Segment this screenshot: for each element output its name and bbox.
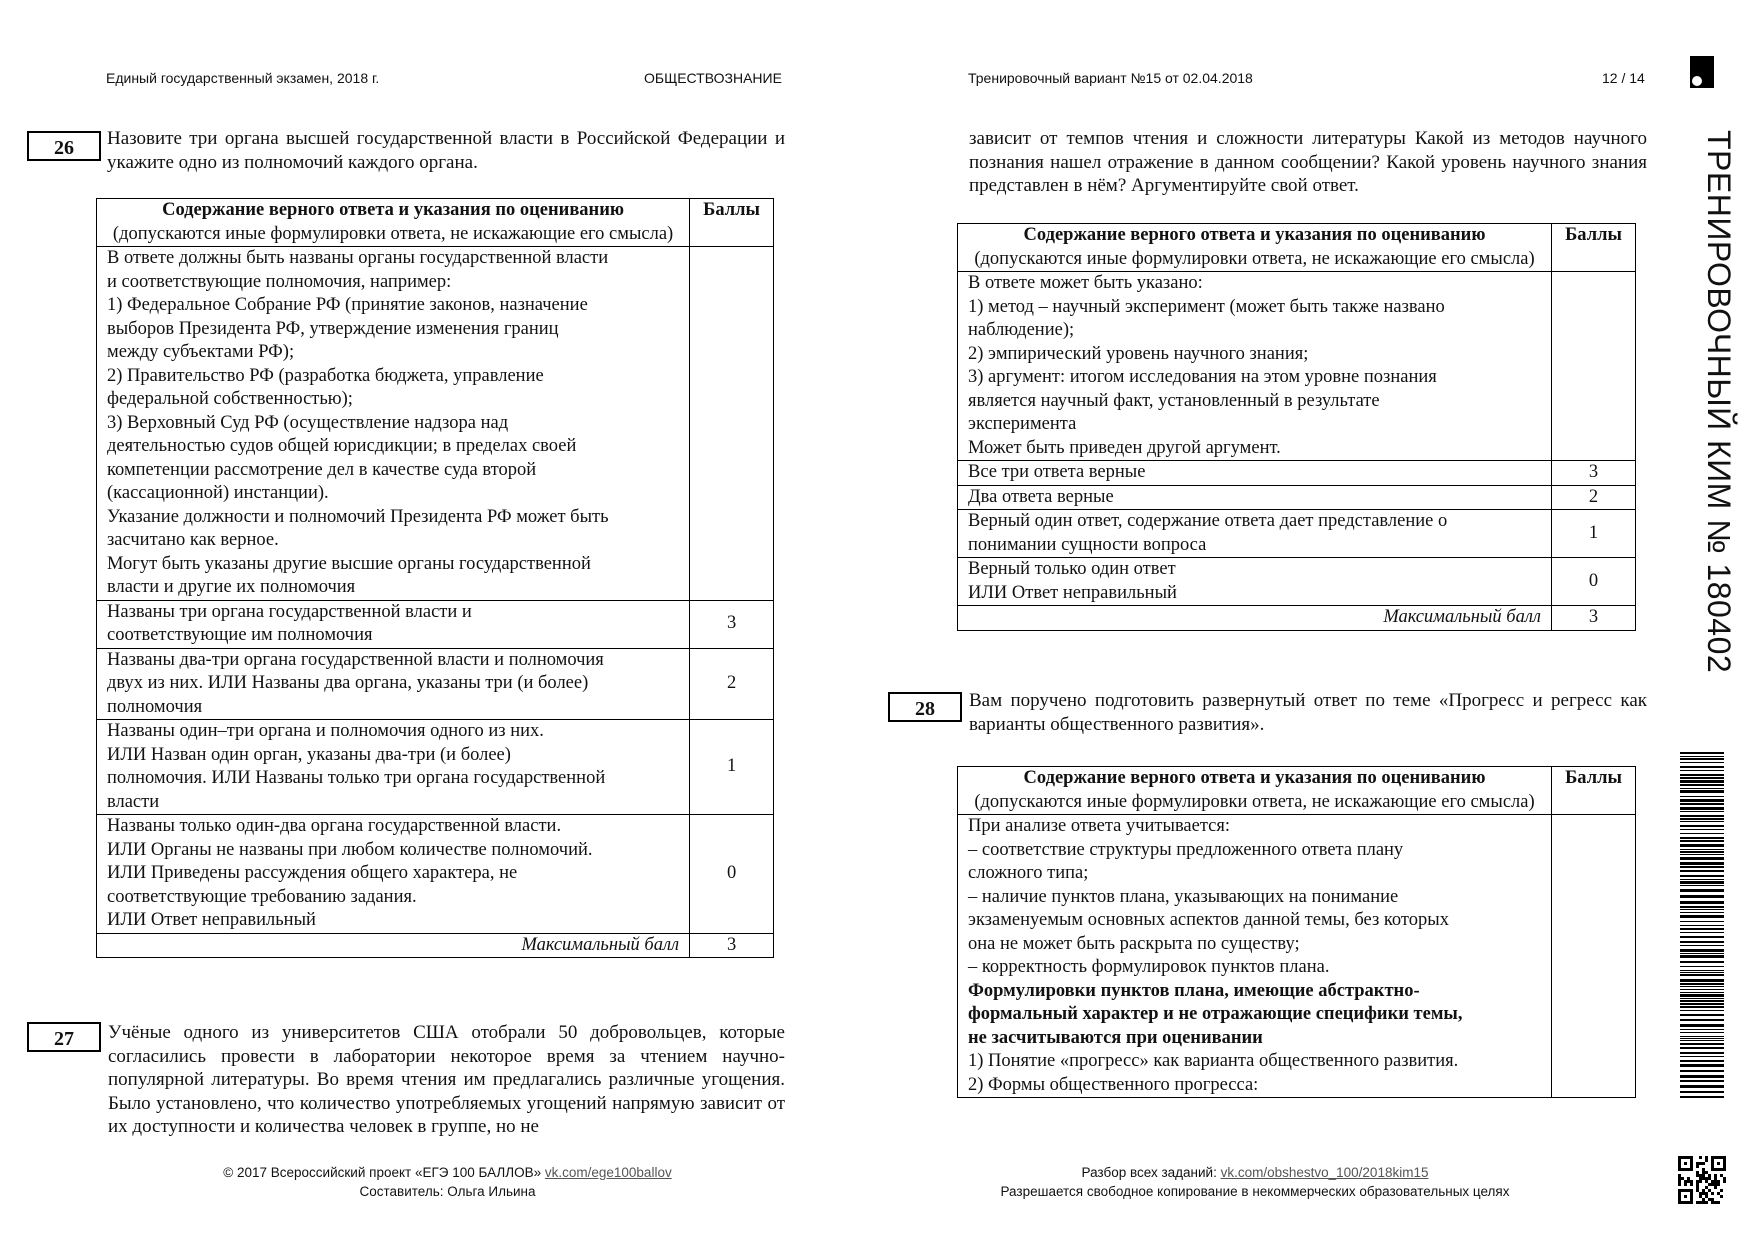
header-exam-title: Единый государственный экзамен, 2018 г. [106, 70, 380, 86]
qr-code-icon [1678, 1156, 1726, 1204]
points-value: 3 [690, 600, 774, 648]
header-variant: Тренировочный вариант №15 от 02.04.2018 [968, 70, 1253, 86]
q28-answer-table [957, 766, 1636, 1098]
q27-answer-table [957, 223, 1636, 631]
table-row: Названы один–три органа и полномочия одного из них. ИЛИ Назван один орган, указаны два-три (и более) полномочия. ИЛИ Названы только три органа государственной власти 1 [97, 720, 774, 815]
points-value: 0 [1552, 558, 1636, 606]
max-score-label: Максимальный балл [958, 606, 1552, 631]
footer-copy-note: Разрешается свободное копирование в некоммерческих образовательных целях [1000, 1184, 1510, 1199]
max-score-value: 3 [1552, 606, 1636, 631]
table-header-content: Содержание верного ответа и указания по оцениванию (допускаются иные формулировки ответа, не искажающие его смысла) [958, 767, 1552, 815]
table-row: Все три ответа верные 3 [958, 461, 1636, 486]
max-score-row [958, 606, 1636, 631]
q26-answer-table [96, 198, 774, 958]
q26-content-cell: В ответе должны быть названы органы государственной власти и соответствующие полномочия, например: 1) Федеральное Собрание РФ (принятие законов, назначение выборов Президента РФ, утверждение изменения границ между субъектами РФ); 2) Правительство РФ (разработка бюджета, управление федеральной собственностью); 3) Верховный Суд РФ (осуществление надзора над деятельностью судов общей юрисдикции; в пределах своей компетенции рассмотрение дел в качестве суда второй (кассационной) инстанции). Указание должности и полномочий Президента РФ может быть засчитано как верное. Могут быть указаны другие высшие органы государственной власти и другие их полномочия [97, 247, 690, 601]
barcode-icon [1680, 752, 1724, 1100]
points-value: 1 [1552, 510, 1636, 558]
question-26-text: Назовите три органа высшей государственной власти в Российской Федерации и укажите одно из полномочий каждого органа. [107, 128, 785, 173]
table-row: Верный один ответ, содержание ответа дает представление о понимании сущности вопроса 1 [958, 510, 1636, 558]
footer-author: Составитель: Ольга Ильина [359, 1184, 536, 1199]
table-header-content: Содержание верного ответа и указания по оцениванию (допускаются иные формулировки ответа, не искажающие его смысла) [958, 224, 1552, 272]
question-28-number: 28 [888, 692, 962, 722]
header-page-number: 12 / 14 [1602, 70, 1645, 86]
table-row: Названы только один-два органа государственной власти. ИЛИ Органы не названы при любом количестве полномочий. ИЛИ Приведены рассуждения общего характера, не соответствующие требованию задания. ИЛИ Ответ неправильный 0 [97, 815, 774, 934]
table-header-content: Содержание верного ответа и указания по оцениванию (допускаются иные формулировки ответа, не искажающие его смысла) [97, 199, 690, 247]
question-27-number: 27 [27, 1022, 101, 1052]
header-subject: ОБЩЕСТВОЗНАНИЕ [644, 70, 782, 86]
footer-left-line1: © 2017 Всероссийский проект «ЕГЭ 100 БАЛЛОВ» vk.com/ege100ballov [223, 1165, 672, 1180]
q28-content-cell: При анализе ответа учитывается: – соответствие структуры предложенного ответа плану сложного типа; – наличие пунктов плана, указывающих на понимание экзаменуемым основных аспектов данной темы, без которых она не может быть раскрыта по существу; – корректность формулировок пунктов плана. Формулировки пунктов плана, имеющие абстрактно- формальный характер и не отражающие специфики темы, не засчитываются при оценивании 1) Понятие «прогресс» как варианта общественного развития. 2) Формы общественного прогресса: [958, 815, 1552, 1098]
points-value: 0 [690, 815, 774, 934]
points-value: 3 [1552, 461, 1636, 486]
max-score-value: 3 [690, 933, 774, 958]
points-value: 1 [690, 720, 774, 815]
table-header-points: Баллы [1552, 224, 1636, 272]
footer-vk-link[interactable]: vk.com/ege100ballov [544, 1165, 672, 1180]
table-row: Названы два-три органа государственной власти и полномочия двух из них. ИЛИ Названы два органа, указаны три (и более) полномочия 2 [97, 648, 774, 720]
footer-analysis-link[interactable]: vk.com/obshestvo_100/2018kim15 [1220, 1165, 1429, 1180]
table-row: Названы три органа государственной власти и соответствующие им полномочия 3 [97, 600, 774, 648]
question-27-text-right: зависит от темпов чтения и сложности литературы Какой из методов научного познания нашел отражение в данном сообщении? Какой уровень научного знания представлен в нём? Аргументируйте свой ответ. [969, 128, 1647, 196]
q27-content-cell: В ответе может быть указано: 1) метод – научный эксперимент (может быть также названо наблюдение); 2) эмпирический уровень научного знания; 3) аргумент: итогом исследования на этом уровне познания является научный факт, установленный в результате эксперимента Может быть приведен другой аргумент. [958, 272, 1552, 461]
side-kim-label: ТРЕНИРОВОЧНЫЙ КИМ № 180402 [1701, 130, 1737, 674]
table-row: Верный только один ответ ИЛИ Ответ неправильный 0 [958, 558, 1636, 606]
points-value: 2 [690, 648, 774, 720]
points-value: 2 [1552, 485, 1636, 510]
question-26-number: 26 [27, 131, 101, 161]
table-header-points: Баллы [690, 199, 774, 247]
question-27-text-left: Учёные одного из университетов США отобрали 50 добровольцев, которые согласились провести в лаборатории некоторое время за чтением научно-популярной литературы. Во время чтения им предлагались различные угощения. Было установлено, что количество употребляемых угощений напрямую зависит от их доступности и количества человек в группе, но не [108, 1022, 785, 1137]
max-score-row [97, 933, 774, 958]
corner-marker-icon [1690, 56, 1714, 88]
table-header-points: Баллы [1552, 767, 1636, 815]
footer-right-line1: Разбор всех заданий: vk.com/obshestvo_100/2018kim15 [1081, 1165, 1429, 1180]
table-row: Два ответа верные 2 [958, 485, 1636, 510]
max-score-label: Максимальный балл [97, 933, 690, 958]
question-28-text: Вам поручено подготовить развернутый ответ по теме «Прогресс и регресс как варианты общественного развития». [969, 690, 1647, 735]
